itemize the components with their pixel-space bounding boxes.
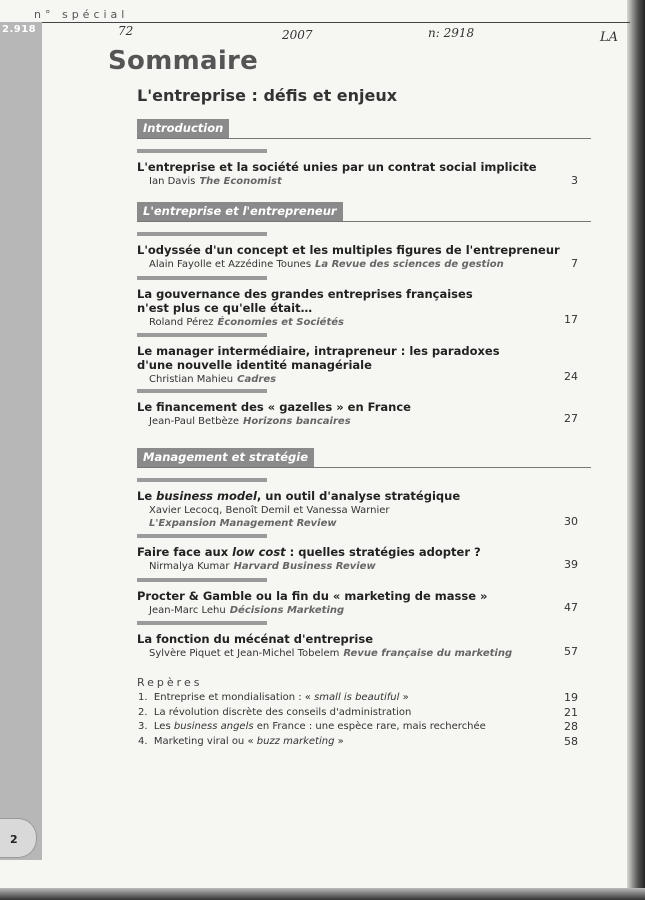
entry-page: 47 (564, 601, 578, 614)
entry-title (137, 489, 577, 503)
entry-meta (137, 316, 577, 329)
toc-entry[interactable] (137, 621, 577, 660)
entry-source: L'Expansion Management Review (149, 518, 337, 529)
entry-title: Le financement des « gazelles » en France (137, 400, 411, 414)
entry-page: 39 (564, 558, 578, 571)
entry-title-part: Le (137, 489, 157, 503)
reperes-num: 2. (138, 707, 148, 718)
entry-authors: Ian Davis (149, 176, 196, 187)
reperes-page: 19 (564, 691, 578, 704)
entry-authors: Roland Pérez (149, 317, 214, 328)
toc-entry[interactable] (137, 478, 577, 530)
entry-source: Cadres (237, 374, 277, 385)
reperes-num: 4. (138, 736, 148, 747)
entry-page: 17 (564, 313, 578, 326)
entry-page: 24 (564, 370, 578, 383)
page-subtitle: L'entreprise : défis et enjeux (137, 86, 398, 105)
reperes-italic: business angels (173, 721, 254, 732)
reperes-italic: small is beautiful (314, 692, 400, 703)
entry-title: Procter & Gamble ou la fin du « marketing de masse » (137, 589, 488, 603)
toc-entry[interactable] (137, 149, 577, 188)
entry-bar (137, 621, 267, 625)
reperes-page: 21 (564, 706, 578, 719)
entry-authors: Nirmalya Kumar (149, 561, 230, 572)
toc-entry[interactable] (137, 534, 577, 573)
entry-bar (137, 389, 267, 393)
page-number-badge (0, 818, 37, 858)
toc-entry[interactable] (137, 333, 577, 386)
entry-source: La Revue des sciences de gestion (315, 259, 504, 270)
entry-meta (137, 604, 577, 617)
section-label-introduction: Introduction (137, 119, 229, 138)
entry-title-italic: business model (156, 489, 257, 503)
entry-meta (137, 258, 577, 271)
reperes-title: Repères (137, 676, 203, 689)
entry-meta (137, 415, 577, 428)
reperes-italic: buzz marketing (256, 736, 335, 747)
page-edge-shadow (627, 0, 645, 900)
reperes-item[interactable] (138, 736, 344, 747)
section-rule (137, 221, 591, 222)
entry-meta (137, 560, 577, 573)
entry-source: Horizons bancaires (243, 416, 351, 427)
header-special-label: n° spécial (34, 8, 129, 21)
entry-title: L'odyssée d'un concept et les multiples figures de l'entrepreneur (137, 243, 560, 257)
handwritten-note-1: 72 (118, 24, 134, 38)
entry-title-part: , un outil d'analyse stratégique (256, 489, 461, 503)
reperes-text: Les (153, 721, 174, 732)
entry-bar (137, 149, 267, 153)
entry-title-italic: low cost (232, 545, 286, 559)
page-number: 2 (10, 833, 18, 846)
entry-source: Décisions Marketing (229, 605, 345, 616)
reperes-item[interactable] (138, 721, 486, 732)
reperes-text: » (334, 736, 344, 747)
entry-page: 3 (571, 174, 578, 187)
entry-authors: Sylvère Piquet et Jean-Michel Tobelem (149, 648, 340, 659)
section-label-management: Management et stratégie (137, 448, 314, 467)
entry-bar (137, 478, 267, 482)
entry-page: 30 (564, 515, 578, 528)
entry-authors: Xavier Lecocq, Benoît Demil et Vanessa Warnier (149, 505, 390, 516)
entry-authors: Alain Fayolle et Azzédine Tounes (149, 259, 312, 270)
entry-source: Économies et Sociétés (217, 317, 344, 328)
page-bottom-shadow (0, 888, 645, 900)
entry-bar (137, 333, 267, 337)
entry-title-line-2: d'une nouvelle identité managériale (137, 358, 372, 372)
entry-bar (137, 232, 267, 236)
toc-entry[interactable] (137, 232, 577, 271)
entry-meta (137, 504, 577, 530)
reperes-text: Entreprise et mondialisation : « (153, 692, 315, 703)
issue-number: 2.918 (2, 24, 37, 35)
entry-bar (137, 276, 267, 280)
entry-title-part: Faire face aux (137, 545, 233, 559)
entry-title: L'entreprise et la société unies par un contrat social implicite (137, 160, 537, 174)
entry-title-part: : quelles stratégies adopter ? (285, 545, 481, 559)
page-title: Sommaire (108, 46, 259, 76)
handwritten-note-2: 2007 (282, 28, 313, 42)
entry-title-line-1: La gouvernance des grandes entreprises françaises (137, 287, 473, 301)
reperes-item[interactable] (138, 707, 411, 718)
section-rule (137, 467, 591, 468)
entry-source: The Economist (199, 176, 282, 187)
reperes-text: La révolution discrète des conseils d'administration (153, 707, 412, 718)
entry-meta (137, 373, 577, 386)
entry-authors: Christian Mahieu (149, 374, 234, 385)
entry-bar (137, 534, 267, 538)
reperes-num: 1. (138, 692, 148, 703)
handwritten-note-4: LA (600, 30, 619, 45)
entry-page: 7 (571, 257, 578, 270)
handwritten-note-3: n: 2918 (428, 26, 475, 40)
reperes-text: » (399, 692, 409, 703)
reperes-text: Marketing viral ou « (153, 736, 257, 747)
entry-title-line-2: n'est plus ce qu'elle était… (137, 301, 313, 315)
reperes-num: 3. (138, 721, 148, 732)
reperes-item[interactable] (138, 692, 409, 703)
section-rule (137, 138, 591, 139)
entry-title (137, 545, 577, 559)
toc-entry[interactable] (137, 578, 577, 617)
entry-title: La fonction du mécénat d'entreprise (137, 632, 373, 646)
entry-page: 57 (564, 645, 578, 658)
reperes-page: 28 (564, 720, 578, 733)
entry-meta (137, 647, 577, 660)
entry-source: Harvard Business Review (233, 561, 376, 572)
entry-authors: Jean-Paul Betbèze (149, 416, 240, 427)
header-rule (0, 22, 630, 23)
reperes-page: 58 (564, 735, 578, 748)
entry-authors: Jean-Marc Lehu (149, 605, 226, 616)
toc-entry[interactable] (137, 389, 577, 428)
entry-title-line-1: Le manager intermédiaire, intrapreneur : les paradoxes (137, 344, 500, 358)
entry-source: Revue française du marketing (343, 648, 513, 659)
section-label-entrepreneur: L'entreprise et l'entrepreneur (137, 202, 343, 221)
sidebar-band (0, 22, 42, 860)
entry-meta (137, 175, 577, 188)
reperes-text: en France : une espèce rare, mais recherchée (253, 721, 486, 732)
entry-page: 27 (564, 412, 578, 425)
entry-bar (137, 578, 267, 582)
toc-entry[interactable] (137, 276, 577, 329)
